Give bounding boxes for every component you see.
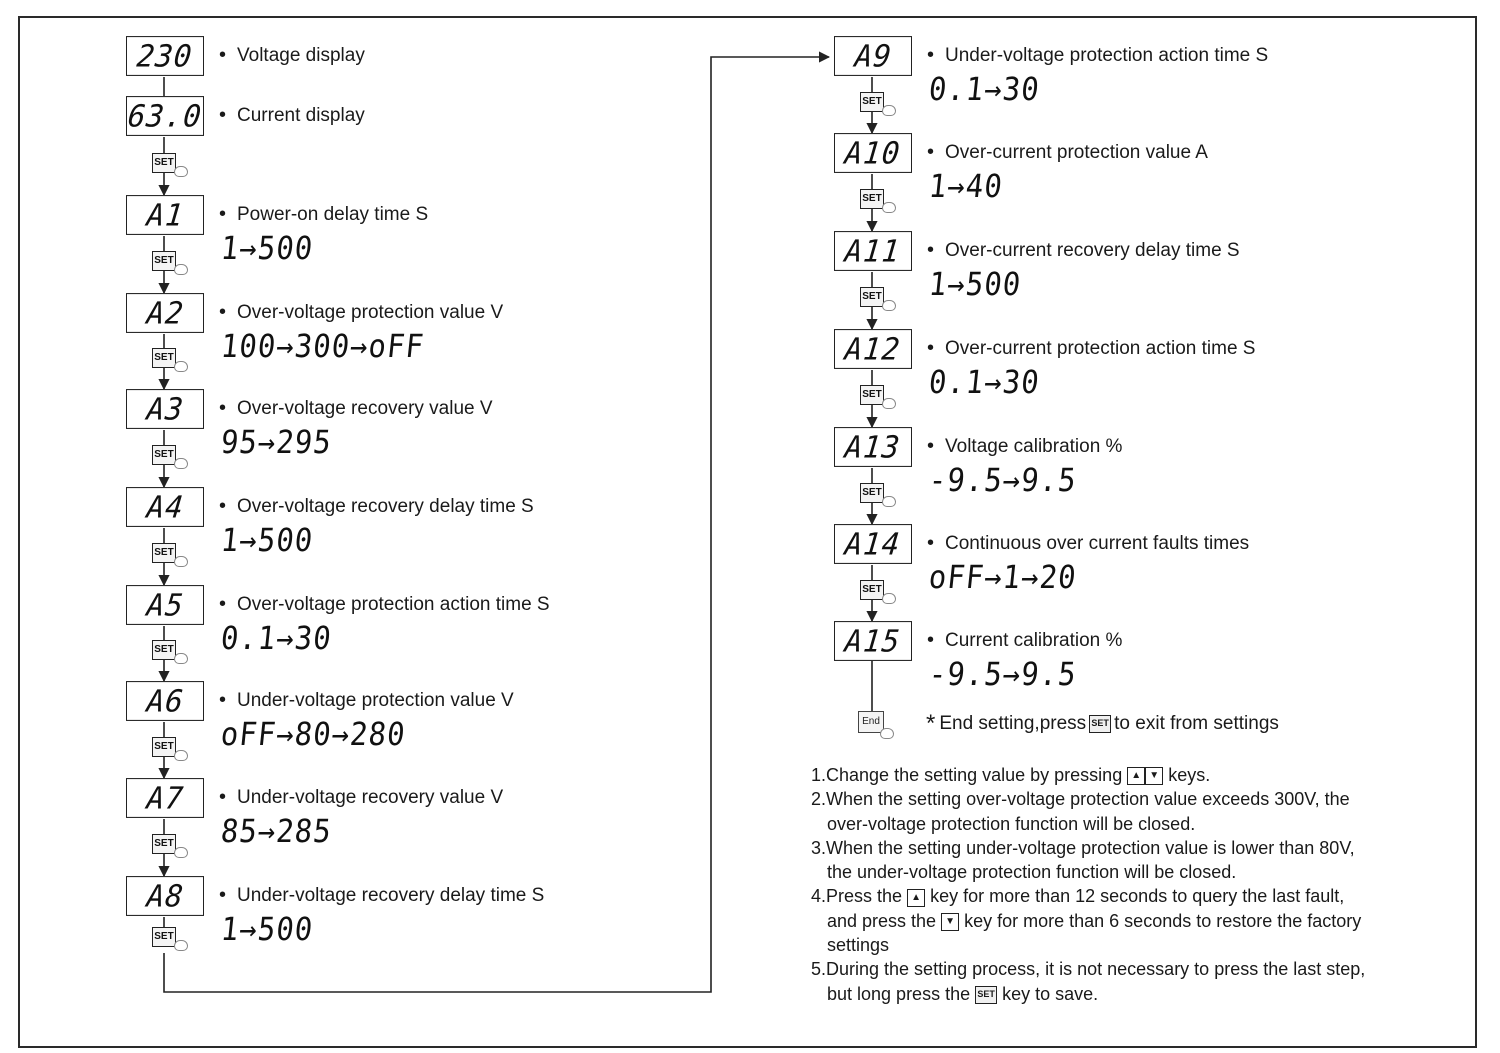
display-code: A9 bbox=[852, 38, 894, 74]
press-finger-icon bbox=[174, 653, 188, 664]
parameter-label: Under-voltage recovery value V bbox=[237, 787, 504, 808]
set-key[interactable]: SET bbox=[860, 189, 884, 209]
bullet-icon: • bbox=[219, 593, 227, 615]
display-code: A5 bbox=[144, 587, 186, 623]
bullet-icon: • bbox=[927, 239, 935, 261]
note-4-cont2: settings bbox=[827, 935, 890, 956]
asterisk: * bbox=[926, 710, 936, 737]
set-key[interactable]: SET bbox=[152, 640, 176, 660]
press-finger-icon bbox=[174, 750, 188, 761]
right-display-0 bbox=[834, 36, 912, 76]
set-key[interactable]: SET bbox=[860, 287, 884, 307]
set-key[interactable]: SET bbox=[152, 348, 176, 368]
note-5-cont: but long press the SET key to save. bbox=[827, 983, 1099, 1004]
right-display-1 bbox=[834, 133, 912, 173]
press-finger-icon bbox=[174, 940, 188, 951]
left-range-2 bbox=[219, 229, 316, 267]
set-key-inline: SET bbox=[975, 986, 997, 1004]
notes-section bbox=[811, 763, 1451, 1006]
right-range-0 bbox=[927, 70, 1042, 108]
right-range-1 bbox=[927, 167, 1005, 205]
set-key[interactable]: SET bbox=[152, 445, 176, 465]
parameter-label: Power-on delay time S bbox=[237, 204, 429, 225]
parameter-label: Under-voltage recovery delay time S bbox=[237, 885, 545, 906]
bullet-icon: • bbox=[219, 397, 227, 419]
note-3: 3.When the setting under-voltage protection value is lower than 80V, bbox=[811, 837, 1355, 858]
bullet-icon: • bbox=[927, 629, 935, 651]
right-display-6 bbox=[834, 621, 912, 661]
right-range-5 bbox=[927, 558, 1079, 596]
parameter-label: Under-voltage protection value V bbox=[237, 690, 514, 711]
set-key[interactable]: SET bbox=[860, 385, 884, 405]
end-note bbox=[926, 712, 1279, 736]
display-code: A3 bbox=[144, 391, 186, 427]
left-display-1 bbox=[126, 96, 204, 136]
left-label-7 bbox=[219, 689, 514, 712]
press-finger-icon bbox=[882, 105, 896, 116]
parameter-label: Over-current protection value A bbox=[945, 142, 1208, 163]
bullet-icon: • bbox=[219, 44, 227, 66]
right-display-3 bbox=[834, 329, 912, 369]
left-range-8 bbox=[219, 812, 334, 850]
bullet-icon: • bbox=[927, 435, 935, 457]
left-label-0 bbox=[219, 44, 365, 67]
range-value: -9.5→9.5 bbox=[927, 461, 1079, 499]
parameter-label: Over-current recovery delay time S bbox=[945, 240, 1240, 261]
set-key[interactable]: SET bbox=[152, 737, 176, 757]
range-value: 1→500 bbox=[219, 910, 316, 948]
display-code: A6 bbox=[144, 683, 186, 719]
press-finger-icon bbox=[882, 593, 896, 604]
range-value: 0.1→30 bbox=[927, 363, 1042, 401]
set-key[interactable]: SET bbox=[152, 834, 176, 854]
parameter-label: Current calibration % bbox=[945, 630, 1123, 651]
display-code: A2 bbox=[144, 295, 186, 331]
note-3-cont: the under-voltage protection function will be closed. bbox=[827, 862, 1237, 883]
left-display-7 bbox=[126, 681, 204, 721]
range-value: 95→295 bbox=[219, 423, 334, 461]
left-label-8 bbox=[219, 786, 503, 809]
bullet-icon: • bbox=[927, 532, 935, 554]
parameter-label: Over-current protection action time S bbox=[945, 338, 1256, 359]
left-label-5 bbox=[219, 495, 534, 518]
up-arrow-key-icon: ▲ bbox=[907, 889, 925, 907]
right-label-5 bbox=[927, 532, 1249, 555]
note-5: 5.During the setting process, it is not necessary to press the last step, bbox=[811, 959, 1366, 980]
bullet-icon: • bbox=[927, 44, 935, 66]
right-display-5 bbox=[834, 524, 912, 564]
range-value: oFF→80→280 bbox=[219, 715, 408, 753]
display-code: A4 bbox=[144, 489, 186, 525]
press-finger-icon bbox=[174, 847, 188, 858]
press-finger-icon bbox=[882, 300, 896, 311]
right-display-4 bbox=[834, 427, 912, 467]
display-code: A14 bbox=[843, 526, 903, 562]
note-1: 1.Change the setting value by pressing ▲ ▼ keys. bbox=[811, 765, 1211, 785]
display-code: A11 bbox=[843, 233, 903, 269]
range-value: 1→500 bbox=[219, 229, 316, 267]
left-range-3 bbox=[219, 327, 427, 365]
press-finger-icon bbox=[882, 496, 896, 507]
range-value: -9.5→9.5 bbox=[927, 655, 1079, 693]
end-key[interactable]: End bbox=[858, 711, 884, 733]
range-value: 1→500 bbox=[927, 265, 1024, 303]
press-finger-icon bbox=[174, 556, 188, 567]
left-display-9 bbox=[126, 876, 204, 916]
bullet-icon: • bbox=[219, 203, 227, 225]
left-display-4 bbox=[126, 389, 204, 429]
right-range-2 bbox=[927, 265, 1024, 303]
right-range-4 bbox=[927, 461, 1079, 499]
range-value: 100→300→oFF bbox=[219, 327, 427, 365]
left-display-6 bbox=[126, 585, 204, 625]
left-label-3 bbox=[219, 301, 503, 324]
display-code: 230 bbox=[135, 38, 195, 74]
right-label-4 bbox=[927, 435, 1122, 458]
bullet-icon: • bbox=[927, 337, 935, 359]
bullet-icon: • bbox=[219, 495, 227, 517]
note-2: 2.When the setting over-voltage protection value exceeds 300V, the bbox=[811, 789, 1350, 810]
set-key[interactable]: SET bbox=[152, 543, 176, 563]
display-code: A13 bbox=[843, 429, 903, 465]
press-finger-icon bbox=[174, 458, 188, 469]
right-label-2 bbox=[927, 239, 1240, 262]
set-key[interactable]: SET bbox=[152, 153, 176, 173]
down-arrow-key-icon: ▼ bbox=[941, 913, 959, 931]
range-value: 0.1→30 bbox=[927, 70, 1042, 108]
range-value: 0.1→30 bbox=[219, 619, 334, 657]
parameter-label: Over-voltage protection action time S bbox=[237, 594, 550, 615]
right-label-3 bbox=[927, 337, 1255, 360]
parameter-label: Continuous over current faults times bbox=[945, 533, 1250, 554]
set-key[interactable]: SET bbox=[152, 927, 176, 947]
left-display-2 bbox=[126, 195, 204, 235]
range-value: oFF→1→20 bbox=[927, 558, 1079, 596]
up-arrow-key-icon: ▲ bbox=[1127, 767, 1145, 785]
press-finger-icon bbox=[174, 264, 188, 275]
parameter-label: Over-voltage recovery delay time S bbox=[237, 496, 534, 517]
display-code: 63.0 bbox=[126, 98, 204, 134]
bullet-icon: • bbox=[219, 786, 227, 808]
bullet-icon: • bbox=[219, 689, 227, 711]
note-2-cont: over-voltage protection function will be closed. bbox=[827, 813, 1196, 834]
left-label-6 bbox=[219, 593, 550, 616]
press-finger-icon bbox=[882, 202, 896, 213]
left-label-4 bbox=[219, 397, 493, 420]
range-value: 85→285 bbox=[219, 812, 334, 850]
left-range-7 bbox=[219, 715, 408, 753]
set-key[interactable]: SET bbox=[860, 483, 884, 503]
note-4-cont: and press the ▼ key for more than 6 seconds to restore the factory bbox=[827, 910, 1362, 931]
bullet-icon: • bbox=[219, 884, 227, 906]
press-finger-icon bbox=[174, 361, 188, 372]
left-display-3 bbox=[126, 293, 204, 333]
set-key[interactable]: SET bbox=[860, 580, 884, 600]
right-label-1 bbox=[927, 141, 1208, 164]
range-value: 1→500 bbox=[219, 521, 316, 559]
bullet-icon: • bbox=[219, 301, 227, 323]
left-label-2 bbox=[219, 203, 428, 226]
display-code: A12 bbox=[843, 331, 903, 367]
left-range-5 bbox=[219, 521, 316, 559]
left-display-8 bbox=[126, 778, 204, 818]
end-note-text-before: End setting,press bbox=[939, 713, 1087, 734]
display-code: A15 bbox=[843, 623, 903, 659]
set-key-inline: SET bbox=[1089, 715, 1111, 733]
bullet-icon: • bbox=[927, 141, 935, 163]
right-label-0 bbox=[927, 44, 1268, 67]
left-display-0 bbox=[126, 36, 204, 76]
parameter-label: Over-voltage recovery value V bbox=[237, 398, 493, 419]
set-key[interactable]: SET bbox=[860, 92, 884, 112]
right-range-3 bbox=[927, 363, 1042, 401]
left-label-9 bbox=[219, 884, 544, 907]
press-finger-icon bbox=[880, 728, 894, 739]
bullet-icon: • bbox=[219, 104, 227, 126]
parameter-label: Current display bbox=[237, 105, 365, 126]
left-display-5 bbox=[126, 487, 204, 527]
display-code: A10 bbox=[843, 135, 903, 171]
range-value: 1→40 bbox=[927, 167, 1005, 205]
display-code: A7 bbox=[144, 780, 186, 816]
parameter-label: Voltage display bbox=[237, 45, 365, 66]
left-range-4 bbox=[219, 423, 334, 461]
end-note-text-after: to exit from settings bbox=[1114, 713, 1279, 734]
right-label-6 bbox=[927, 629, 1122, 652]
right-display-2 bbox=[834, 231, 912, 271]
parameter-label: Under-voltage protection action time S bbox=[945, 45, 1269, 66]
parameter-label: Over-voltage protection value V bbox=[237, 302, 504, 323]
note-4: 4.Press the ▲ key for more than 12 seconds to query the last fault, bbox=[811, 886, 1345, 907]
display-code: A1 bbox=[144, 197, 186, 233]
left-range-6 bbox=[219, 619, 334, 657]
right-range-6 bbox=[927, 655, 1079, 693]
down-arrow-key-icon: ▼ bbox=[1145, 767, 1163, 785]
left-label-1 bbox=[219, 104, 365, 127]
press-finger-icon bbox=[174, 166, 188, 177]
display-code: A8 bbox=[144, 878, 186, 914]
set-key[interactable]: SET bbox=[152, 251, 176, 271]
parameter-label: Voltage calibration % bbox=[945, 436, 1123, 457]
press-finger-icon bbox=[882, 398, 896, 409]
left-range-9 bbox=[219, 910, 316, 948]
